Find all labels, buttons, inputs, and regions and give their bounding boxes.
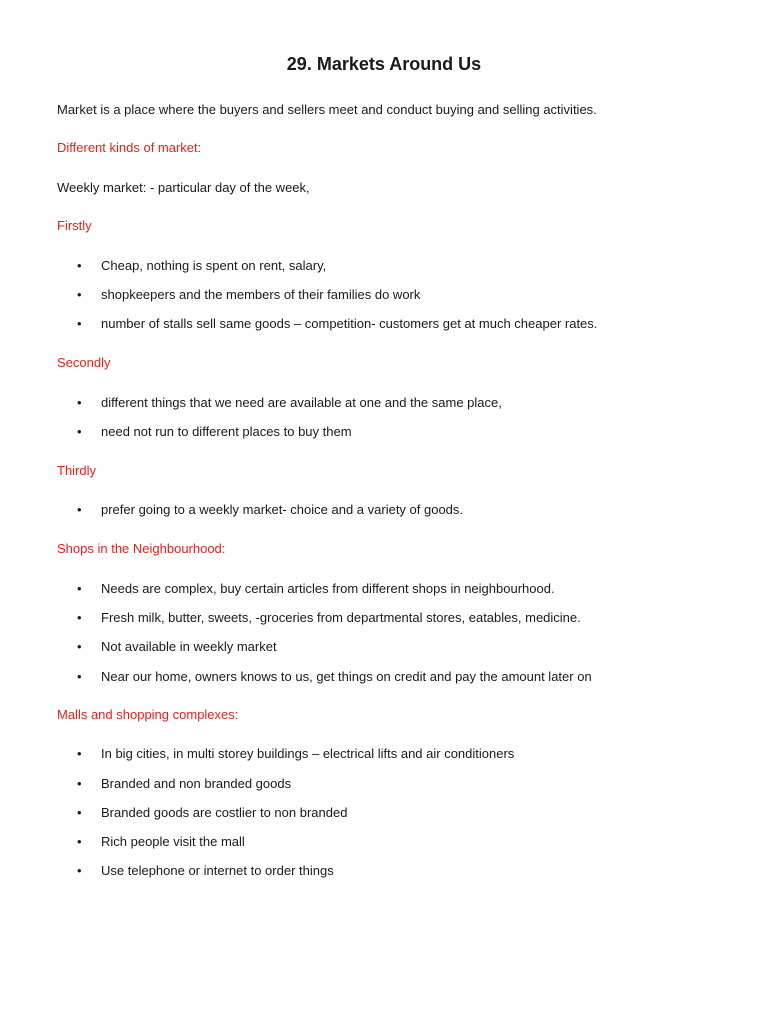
list-item: • Needs are complex, buy certain articles from different shops in neighbourhood. — [77, 581, 555, 596]
firstly-heading: Firstly — [57, 218, 92, 233]
list-item: • different things that we need are available at one and the same place, — [77, 395, 502, 410]
bullet-icon: • — [77, 639, 82, 654]
intro-paragraph: Market is a place where the buyers and sellers meet and conduct buying and selling activities. — [57, 102, 597, 117]
bullet-icon: • — [77, 610, 82, 625]
bullet-icon: • — [77, 669, 82, 684]
list-item: • Near our home, owners knows to us, get things on credit and pay the amount later on — [77, 669, 592, 684]
list-item: • Branded goods are costlier to non branded — [77, 805, 348, 820]
secondly-heading: Secondly — [57, 355, 111, 370]
list-item: • Rich people visit the mall — [77, 834, 245, 849]
list-item: • Fresh milk, butter, sweets, -groceries from departmental stores, eatables, medicine. — [77, 610, 581, 625]
bullet-icon: • — [77, 863, 82, 878]
list-item: • number of stalls sell same goods – competition- customers get at much cheaper rates. — [77, 316, 598, 331]
bullet-icon: • — [77, 805, 82, 820]
kinds-heading: Different kinds of market: — [57, 140, 202, 155]
list-item: • Use telephone or internet to order things — [77, 863, 334, 878]
bullet-icon: • — [77, 502, 82, 517]
malls-heading: Malls and shopping complexes: — [57, 707, 239, 722]
list-item: • Cheap, nothing is spent on rent, salary, — [77, 258, 327, 273]
shops-heading: Shops in the Neighbourhood: — [57, 541, 226, 556]
bullet-icon: • — [77, 834, 82, 849]
list-item: • Not available in weekly market — [77, 639, 277, 654]
bullet-icon: • — [77, 287, 82, 302]
weekly-market-line: Weekly market: - particular day of the week, — [57, 180, 310, 195]
bullet-icon: • — [77, 581, 82, 596]
list-item: • Branded and non branded goods — [77, 776, 292, 791]
thirdly-heading: Thirdly — [57, 463, 97, 478]
list-item: • prefer going to a weekly market- choice and a variety of goods. — [77, 502, 464, 517]
bullet-icon: • — [77, 316, 82, 331]
bullet-icon: • — [77, 424, 82, 439]
bullet-icon: • — [77, 776, 82, 791]
bullet-icon: • — [77, 258, 82, 273]
list-item: • In big cities, in multi storey buildings – electrical lifts and air conditioners — [77, 746, 515, 761]
list-item: • shopkeepers and the members of their families do work — [77, 287, 421, 302]
page-title: 29. Markets Around Us — [286, 54, 482, 74]
list-item: • need not run to different places to buy them — [77, 424, 352, 439]
bullet-icon: • — [77, 395, 82, 410]
bullet-icon: • — [77, 746, 82, 761]
